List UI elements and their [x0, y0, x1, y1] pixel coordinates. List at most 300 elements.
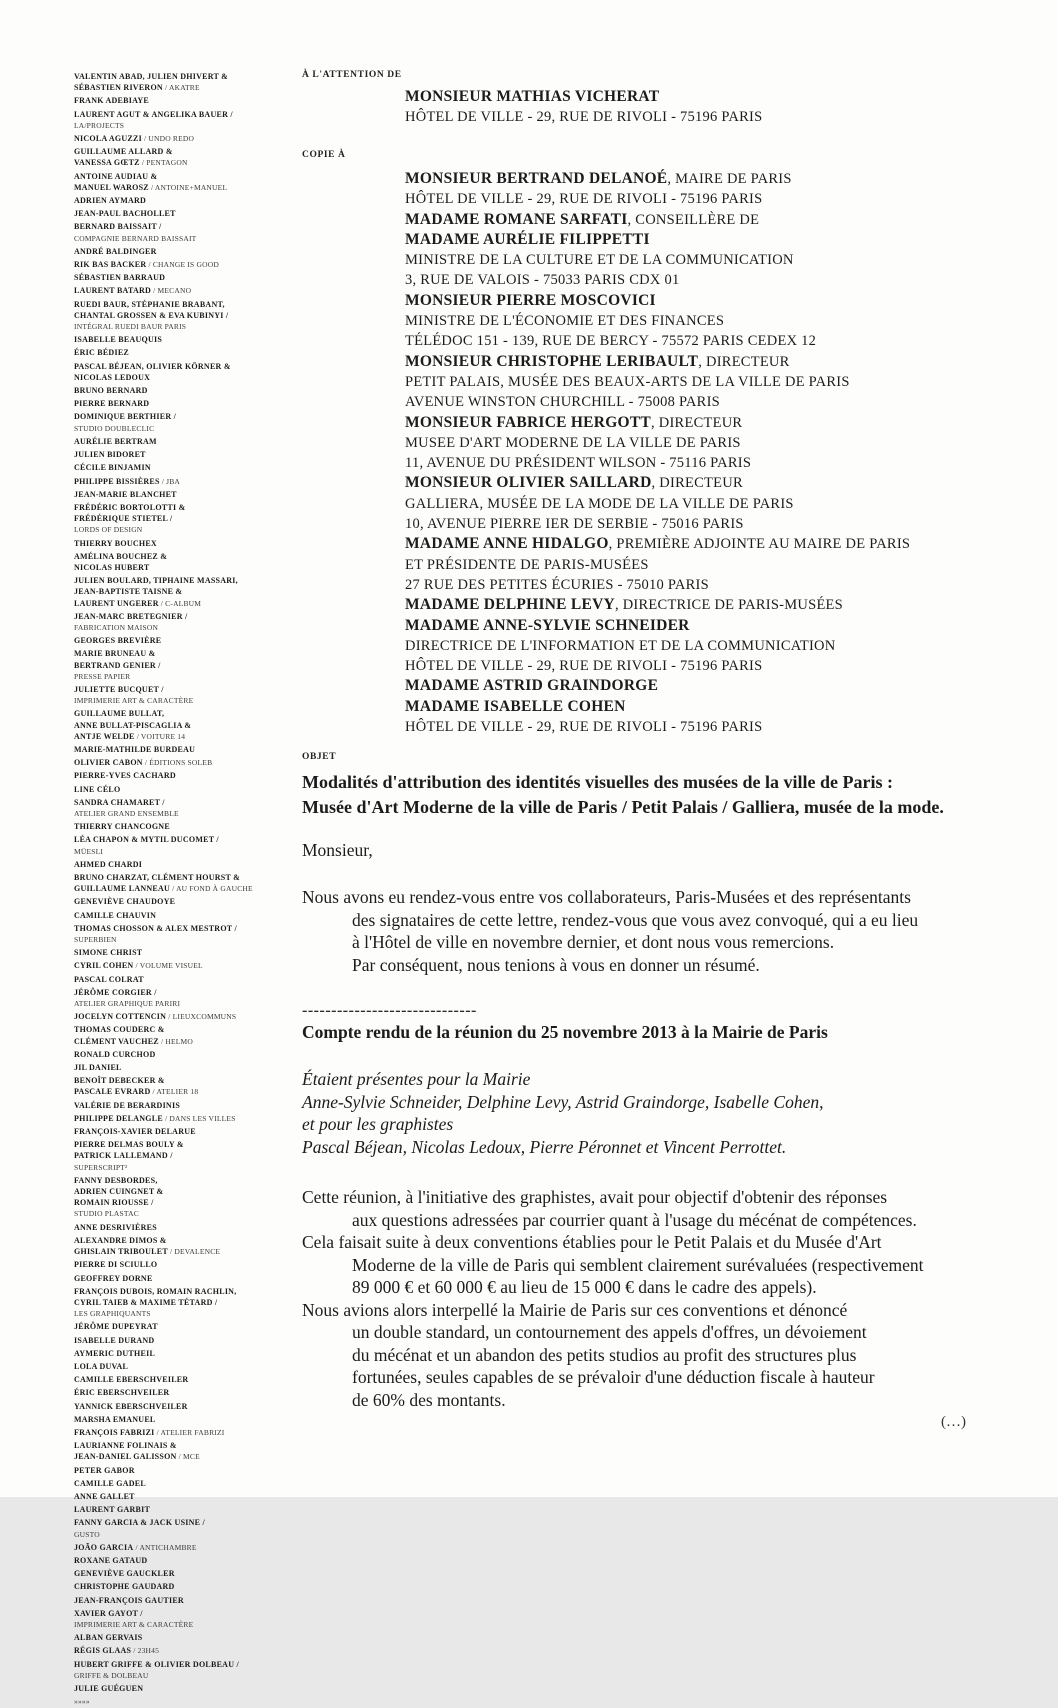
signatory-name: PHILIPPE DELANGLE	[74, 1113, 163, 1123]
signatory-entry	[74, 284, 274, 295]
signatory-name: BENOÎT DEBECKER &	[74, 1076, 165, 1086]
signatory-entry	[74, 488, 274, 499]
recipient-name: MADAME ISABELLE COHEN	[405, 697, 626, 715]
signatory-line	[74, 561, 274, 572]
signatory-entry	[74, 1400, 274, 1411]
signatory-name: SIMONE CHRIST	[74, 948, 143, 958]
body-line: aux questions adressées par courrier quant à l'usage du mécénat de compétences.	[352, 1209, 917, 1230]
signatory-name: RIK BAS BACKER	[74, 260, 147, 270]
signatory-studio: / ÉDITIONS SOLEB	[142, 758, 213, 768]
attention-label: À L'ATTENTION DE	[302, 70, 402, 80]
signatory-entry	[74, 1285, 274, 1319]
attendee-line: Anne-Sylvie Schneider, Delphine Levy, Astrid Graindorge, Isabelle Cohen,	[302, 1091, 824, 1112]
signatory-line	[74, 108, 274, 119]
signatory-entry	[74, 1272, 274, 1283]
signatory-line	[74, 94, 274, 105]
signatory-line	[74, 683, 274, 694]
signatory-line	[74, 1439, 274, 1450]
body-line: fortunées, seules capables de se prévaloir d'une déduction fiscale à hauteur	[352, 1367, 875, 1387]
address-line	[405, 413, 1005, 433]
signatory-studio: / VOITURE 14	[134, 731, 186, 741]
signatory-studio: »»»»	[74, 1697, 90, 1707]
signatory-studio: PRESSE PAPIER	[74, 671, 131, 681]
signatory-line	[74, 1307, 274, 1318]
signatory-line	[74, 1099, 274, 1110]
signatory-name: FRÉDÉRIC BORTOLOTTI &	[74, 502, 186, 512]
recipient-detail: , CONSEILLÈRE DE	[627, 211, 760, 228]
signatory-name: THIERRY CHANCOGNE	[74, 822, 170, 832]
signatory-line	[74, 488, 274, 499]
signatory-line	[74, 360, 274, 371]
signatory-studio: / HELMO	[158, 1036, 193, 1046]
signatory-entry	[74, 796, 274, 818]
body-line: Nous avions alors interpellé la Mairie de Paris sur ces conventions et dénoncé	[302, 1299, 848, 1320]
signatory-entry	[74, 70, 274, 92]
recipient-name: MADAME ROMANE SARFATI	[405, 210, 628, 228]
signatory-line	[74, 769, 274, 780]
signatory-name: GUILLAUME ALLARD &	[74, 147, 173, 157]
recipient-detail: HÔTEL DE VILLE - 29, RUE DE RIVOLI - 75196 PARIS	[405, 719, 763, 736]
signatory-entry	[74, 94, 274, 105]
signatory-entry	[74, 384, 274, 395]
attention-address-block	[405, 87, 1005, 128]
signatory-name: JÉRÔME CORGIER /	[74, 987, 157, 997]
signatory-line	[74, 820, 274, 831]
address-line	[405, 331, 1005, 351]
signatory-line	[74, 1347, 274, 1358]
address-line	[405, 392, 1005, 412]
signatory-name: NICOLA AGUZZI	[74, 134, 142, 144]
signatory-name: LOLA DUVAL	[74, 1361, 129, 1371]
signatory-studio: MÜESLI	[74, 846, 104, 856]
signatory-name: ANNE BULLAT-PISCAGLIA &	[74, 720, 192, 730]
signatory-entry	[74, 647, 274, 681]
signatory-studio: GUSTO	[74, 1529, 100, 1539]
signatory-entry	[74, 683, 274, 705]
signatory-line	[74, 1554, 274, 1565]
signatory-line	[74, 1296, 274, 1307]
signatory-line	[74, 882, 274, 893]
recipient-name: MONSIEUR OLIVIER SAILLARD	[405, 474, 652, 492]
signatory-name: YANNICK EBERSCHVEILER	[74, 1401, 188, 1411]
signatory-entry	[74, 1426, 274, 1437]
address-line	[405, 169, 1005, 189]
signatory-line	[74, 1450, 274, 1461]
signatory-studio: STUDIO DOUBLECLIC	[74, 423, 155, 433]
address-line	[405, 433, 1005, 453]
signatory-name: HUBERT GRIFFE & OLIVIER DOLBEAU /	[74, 1659, 239, 1669]
address-line	[405, 636, 1005, 656]
recipient-detail: , DIRECTEUR	[698, 353, 790, 370]
signatory-entry	[74, 871, 274, 893]
signatory-name: JULIEN BIDORET	[74, 450, 146, 460]
signatory-line	[74, 523, 274, 534]
signatory-name: RÉGIS GLAAS	[74, 1646, 132, 1656]
signatory-name: CAMILLE GADEL	[74, 1478, 146, 1488]
signatory-studio: LA/PROJECTS	[74, 120, 125, 130]
signatory-line	[74, 922, 274, 933]
signatory-line	[74, 1138, 274, 1149]
signatory-entry	[74, 1234, 274, 1256]
recipient-detail: , MAIRE DE PARIS	[667, 171, 792, 187]
signatory-name: NICOLAS LEDOUX	[74, 372, 151, 382]
signatory-line	[74, 807, 274, 818]
address-line	[405, 616, 1005, 636]
objet-line: Musée d'Art Moderne de la ville de Paris / Petit Palais / Galliera, musée de la mode.	[302, 796, 944, 817]
signatory-name: ANNE DESRIVIÈRES	[74, 1222, 157, 1232]
signatory-line	[74, 1695, 274, 1706]
address-line	[405, 352, 1005, 372]
signatory-line	[74, 694, 274, 705]
signatory-entry	[74, 1221, 274, 1232]
salutation: Monsieur,	[302, 840, 373, 860]
signatory-entry	[74, 1567, 274, 1578]
signatory-studio: SUPERBIEN	[74, 935, 117, 945]
signatory-name: THIERRY BOUCHEX	[74, 538, 157, 548]
address-line	[405, 534, 1005, 554]
signatory-line	[74, 1400, 274, 1411]
signatory-entry	[74, 574, 274, 608]
signatory-entry	[74, 1644, 274, 1655]
recipient-name: MADAME AURÉLIE FILIPPETTI	[405, 230, 650, 248]
signatory-name: CAMILLE CHAUVIN	[74, 910, 157, 920]
signatory-line	[74, 1010, 274, 1021]
recipient-detail: 10, AVENUE PIERRE IER DE SERBIE - 75016 PARIS	[405, 516, 744, 533]
signatory-line	[74, 1023, 274, 1034]
signatory-entry	[74, 743, 274, 754]
signatory-studio: FABRICATION MAISON	[74, 622, 159, 632]
signatory-entry	[74, 333, 274, 344]
signatory-studio: / ATELIER FABRIZI	[154, 1427, 225, 1437]
body-line: du mécénat et un abandon des petits studios au profit des structures plus	[352, 1344, 857, 1365]
address-line	[405, 575, 1005, 595]
recipient-detail: MINISTRE DE LA CULTURE ET DE LA COMMUNICATION	[405, 252, 794, 269]
signatory-studio: / C-ALBUM	[158, 598, 202, 608]
signatory-name: ANTOINE AUDIAU &	[74, 171, 158, 181]
signatory-line	[74, 621, 274, 632]
signatory-line	[74, 81, 274, 92]
signatory-name: VANESSA GŒTZ	[74, 158, 140, 168]
signatory-name: MARIE BRUNEAU &	[74, 649, 156, 659]
dash-separator: ------------------------------	[302, 1002, 477, 1019]
signatory-name: LAURENT GARBIT	[74, 1505, 151, 1515]
signatory-name: JEAN-FRANÇOIS GAUTIER	[74, 1595, 184, 1605]
signatory-entry	[74, 1320, 274, 1331]
signatory-entry	[74, 1541, 274, 1552]
continuation-ellipsis: (…)	[941, 1414, 966, 1430]
signatory-line	[74, 659, 274, 670]
signatory-line	[74, 1245, 274, 1256]
signatory-studio: IMPRIMERIE ART & CARACTÈRE	[74, 696, 194, 706]
signatory-name: GHISLAIN TRIBOULET	[74, 1247, 168, 1257]
signatory-name: MARSHA EMANUEL	[74, 1414, 156, 1424]
signatory-name: JEAN-MARIE BLANCHET	[74, 489, 177, 499]
signatory-studio: / AKATRE	[162, 83, 200, 93]
signatory-entry	[74, 1439, 274, 1461]
signatory-name: PATRICK LALLEMAND /	[74, 1151, 173, 1161]
report-heading: Compte rendu de la réunion du 25 novembre 2013 à la Mairie de Paris	[302, 1022, 828, 1042]
signatory-line	[74, 448, 274, 459]
recipient-name: MONSIEUR PIERRE MOSCOVICI	[405, 291, 656, 309]
signatory-line	[74, 1125, 274, 1136]
recipient-detail: , PREMIÈRE ADJOINTE AU MAIRE DE PARIS	[608, 536, 911, 553]
signatory-name: BRUNO CHARZAT, CLÉMENT HOURST &	[74, 873, 241, 882]
signatory-name: ÉRIC BÉDIEZ	[74, 348, 129, 358]
signatory-entry	[74, 1554, 274, 1565]
signatory-studio: SUPERSCRIPT²	[74, 1162, 128, 1172]
address-line	[405, 311, 1005, 331]
signatory-line	[74, 512, 274, 523]
signatory-line	[74, 871, 274, 882]
signatory-line	[74, 610, 274, 621]
signatory-entry	[74, 1138, 274, 1172]
signatory-line	[74, 1334, 274, 1345]
recipient-detail: MINISTRE DE L'ÉCONOMIE ET DES FINANCES	[405, 313, 725, 330]
signatory-name: CÉCILE BINJAMIN	[74, 463, 151, 473]
signatory-entry	[74, 1112, 274, 1123]
objet-label: OBJET	[302, 752, 337, 762]
signatory-name: ISABELLE BEAUQUIS	[74, 335, 163, 345]
signatory-studio: IMPRIMERIE ART & CARACTÈRE	[74, 1619, 194, 1629]
signatory-name: NICOLAS HUBERT	[74, 562, 150, 572]
signatory-line	[74, 783, 274, 794]
signatory-line	[74, 1221, 274, 1232]
recipient-detail: 3, RUE DE VALOIS - 75033 PARIS CDX 01	[405, 272, 680, 289]
signatory-line	[74, 550, 274, 561]
signatory-line	[74, 207, 274, 218]
signatory-line	[74, 1112, 274, 1123]
signatory-entry	[74, 475, 274, 486]
signatory-line	[74, 1607, 274, 1618]
signatory-name: FRANÇOIS FABRIZI	[74, 1427, 155, 1437]
signatory-line	[74, 933, 274, 944]
signatory-studio: / VOLUME VISUEL	[133, 961, 203, 971]
signatory-line	[74, 461, 274, 472]
signatory-line	[74, 194, 274, 205]
address-line	[405, 372, 1005, 392]
address-line	[405, 230, 1005, 250]
attendee-line: et pour les graphistes	[302, 1114, 454, 1134]
signatory-name: AHMED CHARDI	[74, 859, 143, 869]
signatory-name: JEAN-PAUL BACHOLLET	[74, 209, 176, 219]
signatory-name: LAURENT UNGERER	[74, 598, 159, 608]
signatory-line	[74, 132, 274, 143]
signatory-line	[74, 597, 274, 608]
recipient-name: MADAME ASTRID GRAINDORGE	[405, 677, 659, 695]
signatories-list	[74, 70, 274, 1708]
copie-address-block	[405, 169, 1005, 737]
address-line	[405, 595, 1005, 615]
signatory-entry	[74, 946, 274, 957]
recipient-detail: HÔTEL DE VILLE - 29, RUE DE RIVOLI - 75196 PARIS	[405, 109, 763, 126]
signatory-entry	[74, 448, 274, 459]
signatory-entry	[74, 537, 274, 548]
signatory-line	[74, 1234, 274, 1245]
signatory-name: PASCAL BÉJEAN, OLIVIER KÖRNER &	[74, 361, 231, 371]
signatory-name: ALBAN GERVAIS	[74, 1633, 143, 1643]
signatory-entry	[74, 108, 274, 130]
signatory-line	[74, 1413, 274, 1424]
signatory-entry	[74, 895, 274, 906]
signatory-line	[74, 756, 274, 767]
recipient-detail: HÔTEL DE VILLE - 29, RUE DE RIVOLI - 75196 PARIS	[405, 191, 763, 208]
signatory-name: CYRIL TAIEB & MAXIME TÉTARD /	[74, 1297, 218, 1307]
signatory-line	[74, 333, 274, 344]
signatory-line	[74, 1567, 274, 1578]
recipient-detail: , DIRECTRICE DE PARIS-MUSÉES	[614, 597, 843, 614]
signatory-name: BERTRAND GENIER /	[74, 660, 161, 670]
signatory-line	[74, 1161, 274, 1172]
signatory-entry	[74, 132, 274, 143]
signatory-entry	[74, 1503, 274, 1514]
signatory-entry	[74, 1174, 274, 1219]
signatory-line	[74, 145, 274, 156]
signatory-entry	[74, 756, 274, 767]
signatory-line	[74, 986, 274, 997]
signatory-name: JULIE GUÉGUEN	[74, 1684, 144, 1693]
signatory-studio: / ANTOINE+MANUEL	[148, 182, 228, 192]
signatory-name: PETER GABOR	[74, 1465, 135, 1475]
signatory-line	[74, 743, 274, 754]
signatory-studio: LES GRAPHIQUANTS	[74, 1309, 151, 1319]
address-line	[405, 270, 1005, 290]
signatory-line	[74, 371, 274, 382]
signatory-line	[74, 1669, 274, 1680]
signatory-line	[74, 845, 274, 856]
recipient-detail: 27 RUE DES PETITES ÉCURIES - 75010 PARIS	[405, 576, 709, 593]
signatory-line	[74, 634, 274, 645]
signatory-entry	[74, 1334, 274, 1345]
signatory-name: GENEVIÈVE GAUCKLER	[74, 1569, 175, 1579]
signatory-entry	[74, 346, 274, 357]
signatory-name: CYRIL COHEN	[74, 961, 134, 971]
recipient-name: MONSIEUR FABRICE HERGOTT	[405, 413, 651, 431]
signatory-studio: / LIEUXCOMMUNS	[166, 1012, 237, 1022]
signatory-name: FANNY DESBORDES,	[74, 1175, 158, 1185]
signatory-name: JEAN-DANIEL GALISSON	[74, 1452, 177, 1462]
signatory-line	[74, 1207, 274, 1218]
signatory-name: JOÃO GARCIA	[74, 1542, 134, 1552]
signatory-line	[74, 959, 274, 970]
signatory-entry	[74, 258, 274, 269]
signatory-entry	[74, 1464, 274, 1475]
signatory-line	[74, 670, 274, 681]
signatory-studio: ATELIER GRAND ENSEMBLE	[74, 808, 179, 818]
signatory-line	[74, 1085, 274, 1096]
signatory-name: ANDRÉ BALDINGER	[74, 246, 157, 256]
attendee-line: Étaient présentes pour la Mairie	[302, 1069, 531, 1089]
signatory-entry	[74, 298, 274, 332]
signatory-line	[74, 320, 274, 331]
signatory-entry	[74, 360, 274, 382]
signatory-line	[74, 1541, 274, 1552]
signatory-line	[74, 181, 274, 192]
signatory-line	[74, 1516, 274, 1527]
signatory-entry	[74, 220, 274, 242]
signatory-name: GEORGES BREVIÈRE	[74, 636, 162, 646]
body-line: à l'Hôtel de ville en novembre dernier, et dont nous vous remercions.	[352, 932, 835, 952]
signatory-entry	[74, 170, 274, 192]
signatory-name: LINE CÉLO	[74, 784, 121, 794]
recipient-name: MONSIEUR CHRISTOPHE LERIBAULT	[405, 352, 699, 370]
signatory-entry	[74, 610, 274, 632]
signatory-entry	[74, 820, 274, 831]
signatory-line	[74, 1074, 274, 1085]
signatory-name: JÉRÔME DUPEYRAT	[74, 1322, 158, 1332]
signatory-name: GUILLAUME BULLAT,	[74, 709, 165, 719]
signatory-entry	[74, 1516, 274, 1538]
recipient-name: MONSIEUR MATHIAS VICHERAT	[405, 88, 660, 105]
signatory-name: RONALD CURCHOD	[74, 1049, 156, 1059]
signatory-name: ANTJE WELDE	[74, 731, 135, 741]
signatory-line	[74, 647, 274, 658]
signatory-name: ANNE GALLET	[74, 1491, 135, 1501]
signatory-line	[74, 1386, 274, 1397]
address-line	[405, 189, 1005, 209]
signatory-line	[74, 384, 274, 395]
signatory-line	[74, 170, 274, 181]
signatory-studio: / PENTAGON	[139, 158, 188, 168]
recipient-detail: GALLIERA, MUSÉE DE LA MODE DE LA VILLE DE PARIS	[405, 495, 794, 512]
signatory-studio: STUDIO PLASTAC	[74, 1209, 139, 1219]
signatory-name: OLIVIER CABON	[74, 758, 143, 768]
body-line: un double standard, un contournement des appels d'offres, un dévoiement	[352, 1322, 867, 1342]
signatory-line	[74, 1618, 274, 1629]
signatory-studio: LORDS OF DESIGN	[74, 525, 143, 535]
address-line	[405, 87, 1005, 107]
signatory-entry	[74, 194, 274, 205]
signatory-entry	[74, 461, 274, 472]
signatory-line	[74, 1644, 274, 1655]
signatory-entry	[74, 410, 274, 432]
signatory-line	[74, 309, 274, 320]
signatory-line	[74, 973, 274, 984]
signatory-name: FRANÇOIS-XAVIER DELARUE	[74, 1127, 196, 1137]
attendee-line: Pascal Béjean, Nicolas Ledoux, Pierre Péronnet et Vincent Perrottet.	[302, 1136, 787, 1157]
signatory-line	[74, 435, 274, 446]
signatory-name: SÉBASTIEN BARRAUD	[74, 273, 166, 283]
signatory-entry	[74, 1023, 274, 1045]
signatory-line	[74, 1658, 274, 1669]
signatory-entry	[74, 1074, 274, 1096]
signatory-name: XAVIER GAYOT /	[74, 1608, 143, 1618]
signatory-entry	[74, 1373, 274, 1384]
signatory-line	[74, 1048, 274, 1059]
address-line	[405, 453, 1005, 473]
signatory-line	[74, 909, 274, 920]
signatory-name: LÉA CHAPON & MYTIL DUCOMET /	[74, 835, 219, 845]
signatory-line	[74, 1528, 274, 1539]
signatory-name: JULIETTE BUCQUET /	[74, 684, 164, 694]
signatory-name: MANUEL WAROSZ	[74, 182, 149, 192]
signatory-line	[74, 719, 274, 730]
signatory-line	[74, 537, 274, 548]
address-line	[405, 473, 1005, 493]
signatory-studio: / ATELIER 18	[150, 1087, 199, 1097]
signatory-entry	[74, 986, 274, 1008]
signatory-line	[74, 1272, 274, 1283]
signatory-studio: / CHANGE IS GOOD	[146, 260, 219, 270]
body-line: Nous avons eu rendez-vous entre vos collaborateurs, Paris-Musées et des représentants	[302, 887, 911, 907]
body-line: Cela faisait suite à deux conventions établies pour le Petit Palais et du Musée d'Art	[302, 1232, 882, 1252]
signatory-line	[74, 70, 274, 81]
signatory-line	[74, 1185, 274, 1196]
objet-line: Modalités d'attribution des identités visuelles des musées de la ville de Paris :	[302, 772, 893, 792]
signatory-studio: / MECANO	[151, 286, 192, 296]
signatory-name: GENEVIÈVE CHAUDOYE	[74, 897, 176, 907]
signatory-line	[74, 1490, 274, 1501]
signatory-studio: GRIFFE & DOLBEAU	[74, 1670, 149, 1680]
